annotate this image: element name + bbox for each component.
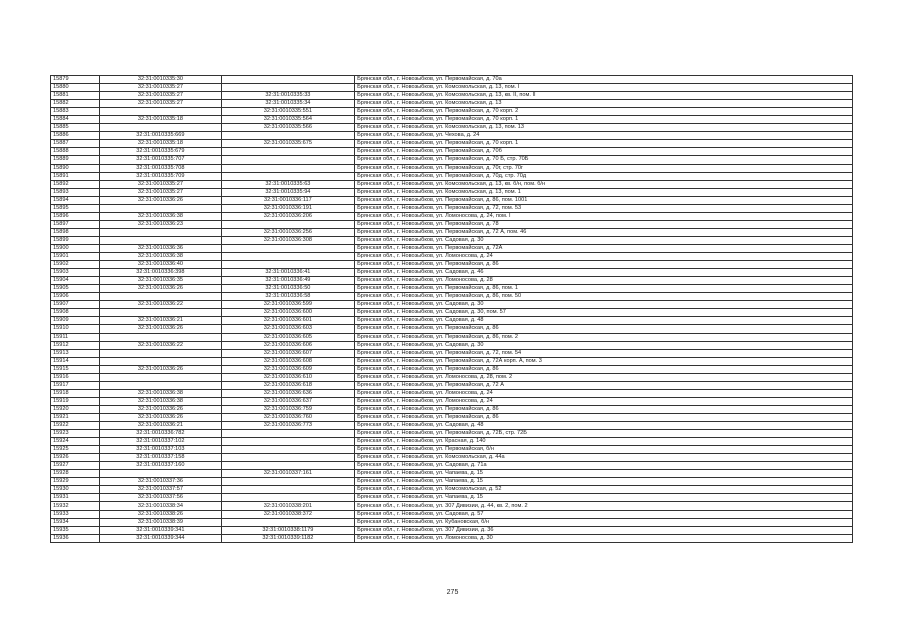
land-cadastral-cell: 32:31:0010336:38: [100, 389, 221, 397]
table-row: [51, 253, 853, 261]
building-cadastral-cell: [221, 244, 354, 252]
table-row: [51, 164, 853, 172]
land-cadastral-cell: [100, 349, 221, 357]
land-cadastral-cell: 32:31:0010335:27: [100, 100, 221, 108]
land-cadastral-cell: 32:31:0010335:30: [100, 76, 221, 84]
table-row: [51, 478, 853, 486]
table-row: [51, 92, 853, 100]
row-number-cell: 15891: [51, 172, 100, 180]
building-cadastral-cell: 32:31:0010336:41: [221, 269, 354, 277]
building-cadastral-cell: 32:31:0010336:760: [221, 413, 354, 421]
address-cell: Брянская обл., г. Новозыбков, ул. Первомайская, д. 72, пом. 54: [355, 349, 853, 357]
building-cadastral-cell: 32:31:0010335:33: [221, 92, 354, 100]
building-cadastral-cell: [221, 446, 354, 454]
table-row: [51, 494, 853, 502]
land-cadastral-cell: 32:31:0010335:18: [100, 116, 221, 124]
table-row: [51, 325, 853, 333]
row-number-cell: 15879: [51, 76, 100, 84]
row-number-cell: 15898: [51, 228, 100, 236]
table-row: [51, 502, 853, 510]
address-cell: Брянская обл., г. Новозыбков, ул. Комсомольская, д. 13, пом. 13: [355, 124, 853, 132]
building-cadastral-cell: 32:31:0010336:191: [221, 204, 354, 212]
address-cell: Брянская обл., г. Новозыбков, ул. Первомайская, д. 70 корп. 2: [355, 108, 853, 116]
land-cadastral-cell: 32:31:0010335:27: [100, 92, 221, 100]
building-cadastral-cell: 32:31:0010338:1179: [221, 526, 354, 534]
building-cadastral-cell: 32:31:0010336:49: [221, 277, 354, 285]
building-cadastral-cell: [221, 438, 354, 446]
land-cadastral-cell: 32:31:0010336:398: [100, 269, 221, 277]
row-number-cell: 15911: [51, 333, 100, 341]
table-row: [51, 293, 853, 301]
row-number-cell: 15885: [51, 124, 100, 132]
land-cadastral-cell: 32:31:0010335:709: [100, 172, 221, 180]
table-row: [51, 365, 853, 373]
land-cadastral-cell: 32:31:0010336:38: [100, 397, 221, 405]
address-cell: Брянская обл., г. Новозыбков, ул. Первомайская, д. 70 корп. 1: [355, 140, 853, 148]
row-number-cell: 15929: [51, 478, 100, 486]
row-number-cell: 15909: [51, 317, 100, 325]
building-cadastral-cell: 32:31:0010336:256: [221, 228, 354, 236]
row-number-cell: 15931: [51, 494, 100, 502]
address-cell: Брянская обл., г. Новозыбков, ул. Первомайская, д. 86, пом. 50: [355, 293, 853, 301]
building-cadastral-cell: [221, 261, 354, 269]
address-cell: Брянская обл., г. Новозыбков, ул. Первомайская, д. 86: [355, 261, 853, 269]
building-cadastral-cell: [221, 220, 354, 228]
building-cadastral-cell: 32:31:0010336:637: [221, 397, 354, 405]
table-row: [51, 76, 853, 84]
land-cadastral-cell: 32:31:0010336:38: [100, 253, 221, 261]
row-number-cell: 15903: [51, 269, 100, 277]
land-cadastral-cell: 32:31:0010335:679: [100, 148, 221, 156]
address-cell: Брянская обл., г. Новозыбков, ул. Красная, д. 140: [355, 438, 853, 446]
table-row: [51, 389, 853, 397]
land-cadastral-cell: [100, 236, 221, 244]
address-cell: Брянская обл., г. Новозыбков, ул. Садовая, д. 48: [355, 422, 853, 430]
address-cell: Брянская обл., г. Новозыбков, ул. Первомайская, д. 86, пом. 1: [355, 285, 853, 293]
building-cadastral-cell: 32:31:0010336:773: [221, 422, 354, 430]
row-number-cell: 15910: [51, 325, 100, 333]
address-cell: Брянская обл., г. Новозыбков, ул. Ломоносова, д. 24, пом. I: [355, 212, 853, 220]
building-cadastral-cell: 32:31:0010336:601: [221, 317, 354, 325]
table-row: [51, 277, 853, 285]
row-number-cell: 15919: [51, 397, 100, 405]
address-cell: Брянская обл., г. Новозыбков, ул. Кубановская, б/н: [355, 518, 853, 526]
address-cell: Брянская обл., г. Новозыбков, ул. Чехова, д. 24: [355, 132, 853, 140]
table-row: [51, 156, 853, 164]
land-cadastral-cell: 32:31:0010338:39: [100, 518, 221, 526]
row-number-cell: 15922: [51, 422, 100, 430]
table-row: [51, 349, 853, 357]
table-row: [51, 140, 853, 148]
address-cell: Брянская обл., г. Новозыбков, ул. Первомайская, д. 72Б, стр. 72Б: [355, 430, 853, 438]
row-number-cell: 15906: [51, 293, 100, 301]
building-cadastral-cell: [221, 148, 354, 156]
table-row: [51, 413, 853, 421]
land-cadastral-cell: 32:31:0010335:27: [100, 180, 221, 188]
table-row: [51, 116, 853, 124]
land-cadastral-cell: [100, 357, 221, 365]
table-row: [51, 84, 853, 92]
land-cadastral-cell: 32:31:0010336:26: [100, 285, 221, 293]
land-cadastral-cell: 32:31:0010336:21: [100, 422, 221, 430]
row-number-cell: 15881: [51, 92, 100, 100]
land-cadastral-cell: 32:31:0010337:36: [100, 478, 221, 486]
land-cadastral-cell: 32:31:0010335:27: [100, 188, 221, 196]
row-number-cell: 15886: [51, 132, 100, 140]
row-number-cell: 15935: [51, 526, 100, 534]
row-number-cell: 15936: [51, 534, 100, 542]
building-cadastral-cell: [221, 462, 354, 470]
land-cadastral-cell: 32:31:0010338:34: [100, 502, 221, 510]
building-cadastral-cell: [221, 156, 354, 164]
building-cadastral-cell: 32:31:0010335:564: [221, 116, 354, 124]
building-cadastral-cell: [221, 478, 354, 486]
table-row: [51, 285, 853, 293]
table-row: [51, 261, 853, 269]
row-number-cell: 15921: [51, 413, 100, 421]
building-cadastral-cell: [221, 172, 354, 180]
address-cell: Брянская обл., г. Новозыбков, ул. Чапаева, д. 15: [355, 494, 853, 502]
land-cadastral-cell: 32:31:0010337:158: [100, 454, 221, 462]
row-number-cell: 15914: [51, 357, 100, 365]
table-row: [51, 244, 853, 252]
address-cell: Брянская обл., г. Новозыбков, ул. 307 Дивизии, д. 36: [355, 526, 853, 534]
row-number-cell: 15932: [51, 502, 100, 510]
address-cell: Брянская обл., г. Новозыбков, ул. Первомайская, д. 86: [355, 405, 853, 413]
address-cell: Брянская обл., г. Новозыбков, ул. Ломоносова, д. 24: [355, 397, 853, 405]
table-row: [51, 470, 853, 478]
address-cell: Брянская обл., г. Новозыбков, ул. 307 Дивизии, д. 44, кв. 2, пом. 2: [355, 502, 853, 510]
table-row: [51, 462, 853, 470]
row-number-cell: 15889: [51, 156, 100, 164]
table-body: [51, 76, 853, 543]
row-number-cell: 15904: [51, 277, 100, 285]
row-number-cell: 15888: [51, 148, 100, 156]
table-row: [51, 236, 853, 244]
table-row: [51, 148, 853, 156]
address-cell: Брянская обл., г. Новозыбков, ул. Ломоносова, д. 28: [355, 277, 853, 285]
building-cadastral-cell: [221, 132, 354, 140]
row-number-cell: 15920: [51, 405, 100, 413]
table-row: [51, 204, 853, 212]
land-cadastral-cell: 32:31:0010336:23: [100, 220, 221, 228]
building-cadastral-cell: 32:31:0010335:94: [221, 188, 354, 196]
row-number-cell: 15928: [51, 470, 100, 478]
row-number-cell: 15893: [51, 188, 100, 196]
row-number-cell: 15895: [51, 204, 100, 212]
registry-table: [50, 75, 853, 543]
address-cell: Брянская обл., г. Новозыбков, ул. Ломоносова, д. 24: [355, 389, 853, 397]
building-cadastral-cell: 32:31:0010335:63: [221, 180, 354, 188]
row-number-cell: 15897: [51, 220, 100, 228]
land-cadastral-cell: 32:31:0010336:35: [100, 277, 221, 285]
building-cadastral-cell: 32:31:0010335:675: [221, 140, 354, 148]
building-cadastral-cell: [221, 454, 354, 462]
land-cadastral-cell: 32:31:0010335:18: [100, 140, 221, 148]
table-row: [51, 405, 853, 413]
table-row: [51, 341, 853, 349]
table-row: [51, 446, 853, 454]
row-number-cell: 15927: [51, 462, 100, 470]
land-cadastral-cell: [100, 373, 221, 381]
address-cell: Брянская обл., г. Новозыбков, ул. Садовая, д. 48: [355, 317, 853, 325]
building-cadastral-cell: 32:31:0010335:566: [221, 124, 354, 132]
row-number-cell: 15930: [51, 486, 100, 494]
land-cadastral-cell: 32:31:0010337:56: [100, 494, 221, 502]
address-cell: Брянская обл., г. Новозыбков, ул. Садовая, д. 46: [355, 269, 853, 277]
address-cell: Брянская обл., г. Новозыбков, ул. Садовая, д. 71а: [355, 462, 853, 470]
land-cadastral-cell: 32:31:0010338:26: [100, 510, 221, 518]
table-row: [51, 381, 853, 389]
land-cadastral-cell: [100, 204, 221, 212]
row-number-cell: 15933: [51, 510, 100, 518]
land-cadastral-cell: 32:31:0010339:341: [100, 526, 221, 534]
row-number-cell: 15907: [51, 301, 100, 309]
land-cadastral-cell: 32:31:0010336:21: [100, 317, 221, 325]
land-cadastral-cell: 32:31:0010337:103: [100, 446, 221, 454]
building-cadastral-cell: 32:31:0010336:117: [221, 196, 354, 204]
address-cell: Брянская обл., г. Новозыбков, ул. Садовая, д. 30: [355, 236, 853, 244]
building-cadastral-cell: [221, 76, 354, 84]
building-cadastral-cell: 32:31:0010336:610: [221, 373, 354, 381]
row-number-cell: 15900: [51, 244, 100, 252]
row-number-cell: 15917: [51, 381, 100, 389]
address-cell: Брянская обл., г. Новозыбков, ул. Садовая, д. 57: [355, 510, 853, 518]
building-cadastral-cell: 32:31:0010336:50: [221, 285, 354, 293]
land-cadastral-cell: 32:31:0010336:26: [100, 325, 221, 333]
table-row: [51, 228, 853, 236]
table-row: [51, 196, 853, 204]
building-cadastral-cell: 32:31:0010336:600: [221, 309, 354, 317]
building-cadastral-cell: 32:31:0010336:603: [221, 325, 354, 333]
row-number-cell: 15925: [51, 446, 100, 454]
building-cadastral-cell: 32:31:0010336:759: [221, 405, 354, 413]
table-row: [51, 269, 853, 277]
land-cadastral-cell: [100, 293, 221, 301]
row-number-cell: 15902: [51, 261, 100, 269]
address-cell: Брянская обл., г. Новозыбков, ул. Первомайская, д. 86, пом. 1001: [355, 196, 853, 204]
address-cell: Брянская обл., г. Новозыбков, ул. Первомайская, д. 86: [355, 413, 853, 421]
row-number-cell: 15887: [51, 140, 100, 148]
building-cadastral-cell: 32:31:0010336:608: [221, 357, 354, 365]
land-cadastral-cell: 32:31:0010337:57: [100, 486, 221, 494]
table-row: [51, 309, 853, 317]
table-row: [51, 430, 853, 438]
address-cell: Брянская обл., г. Новозыбков, ул. Садовая, д. 30: [355, 341, 853, 349]
address-cell: Брянская обл., г. Новозыбков, ул. Ломоносова, д. 30: [355, 534, 853, 542]
address-cell: Брянская обл., г. Новозыбков, ул. Комсомольская, д. 13, кв. II, пом. II: [355, 92, 853, 100]
row-number-cell: 15923: [51, 430, 100, 438]
address-cell: Брянская обл., г. Новозыбков, ул. Комсомольская, д. 44а: [355, 454, 853, 462]
building-cadastral-cell: 32:31:0010335:551: [221, 108, 354, 116]
row-number-cell: 15912: [51, 341, 100, 349]
table-row: [51, 212, 853, 220]
table-row: [51, 317, 853, 325]
table-row: [51, 438, 853, 446]
row-number-cell: 15882: [51, 100, 100, 108]
table-row: [51, 518, 853, 526]
land-cadastral-cell: [100, 228, 221, 236]
table-row: [51, 301, 853, 309]
building-cadastral-cell: [221, 486, 354, 494]
address-cell: Брянская обл., г. Новозыбков, ул. Первомайская, д. 72 А: [355, 381, 853, 389]
table-row: [51, 357, 853, 365]
row-number-cell: 15905: [51, 285, 100, 293]
row-number-cell: 15926: [51, 454, 100, 462]
address-cell: Брянская обл., г. Новозыбков, ул. Первомайская, д. 86: [355, 365, 853, 373]
row-number-cell: 15896: [51, 212, 100, 220]
table-row: [51, 510, 853, 518]
address-cell: Брянская обл., г. Новозыбков, ул. Комсомольская, д. 13, кв. б/н, пом. б/н: [355, 180, 853, 188]
land-cadastral-cell: 32:31:0010339:344: [100, 534, 221, 542]
land-cadastral-cell: 32:31:0010335:27: [100, 84, 221, 92]
land-cadastral-cell: 32:31:0010335:708: [100, 164, 221, 172]
row-number-cell: 15918: [51, 389, 100, 397]
row-number-cell: 15883: [51, 108, 100, 116]
building-cadastral-cell: 32:31:0010336:58: [221, 293, 354, 301]
land-cadastral-cell: [100, 309, 221, 317]
address-cell: Брянская обл., г. Новозыбков, ул. Комсомольская, д. 13, пом. I: [355, 84, 853, 92]
address-cell: Брянская обл., г. Новозыбков, ул. Первомайская, д. 72А: [355, 244, 853, 252]
address-cell: Брянская обл., г. Новозыбков, ул. Первомайская, д. 70д, стр. 70д: [355, 172, 853, 180]
address-cell: Брянская обл., г. Новозыбков, ул. Комсомольская, д. 52: [355, 486, 853, 494]
building-cadastral-cell: 32:31:0010335:34: [221, 100, 354, 108]
building-cadastral-cell: [221, 518, 354, 526]
building-cadastral-cell: 32:31:0010336:618: [221, 381, 354, 389]
building-cadastral-cell: 32:31:0010336:308: [221, 236, 354, 244]
row-number-cell: 15913: [51, 349, 100, 357]
building-cadastral-cell: 32:31:0010339:1182: [221, 534, 354, 542]
row-number-cell: 15924: [51, 438, 100, 446]
table-row: [51, 454, 853, 462]
address-cell: Брянская обл., г. Новозыбков, ул. Чапаева, д. 15: [355, 470, 853, 478]
table-row: [51, 124, 853, 132]
table-row: [51, 397, 853, 405]
address-cell: Брянская обл., г. Новозыбков, ул. Чапаева, д. 15: [355, 478, 853, 486]
row-number-cell: 15916: [51, 373, 100, 381]
row-number-cell: 15908: [51, 309, 100, 317]
building-cadastral-cell: 32:31:0010338:201: [221, 502, 354, 510]
land-cadastral-cell: 32:31:0010336:26: [100, 365, 221, 373]
building-cadastral-cell: 32:31:0010338:372: [221, 510, 354, 518]
land-cadastral-cell: [100, 124, 221, 132]
address-cell: Брянская обл., г. Новозыбков, ул. Комсомольская, д. 13, пом. 1: [355, 188, 853, 196]
building-cadastral-cell: [221, 253, 354, 261]
row-number-cell: 15890: [51, 164, 100, 172]
row-number-cell: 15894: [51, 196, 100, 204]
table-row: [51, 422, 853, 430]
address-cell: Брянская обл., г. Новозыбков, ул. Садовая, д. 30, пом. 57: [355, 309, 853, 317]
land-cadastral-cell: 32:31:0010336:26: [100, 413, 221, 421]
table-row: [51, 486, 853, 494]
address-cell: Брянская обл., г. Новозыбков, ул. Ломоносова, д. 24: [355, 253, 853, 261]
row-number-cell: 15884: [51, 116, 100, 124]
row-number-cell: 15892: [51, 180, 100, 188]
building-cadastral-cell: [221, 494, 354, 502]
land-cadastral-cell: 32:31:0010335:669: [100, 132, 221, 140]
registry-sheet: [50, 75, 853, 543]
address-cell: Брянская обл., г. Новозыбков, ул. Первомайская, д. 70б: [355, 148, 853, 156]
land-cadastral-cell: 32:31:0010335:707: [100, 156, 221, 164]
table-row: [51, 373, 853, 381]
address-cell: Брянская обл., г. Новозыбков, ул. Первомайская, д. 70 корп. 1: [355, 116, 853, 124]
table-row: [51, 188, 853, 196]
land-cadastral-cell: 32:31:0010336:38: [100, 212, 221, 220]
address-cell: Брянская обл., г. Новозыбков, ул. Первомайская, д. 86, пом. 2: [355, 333, 853, 341]
table-row: [51, 108, 853, 116]
address-cell: Брянская обл., г. Новозыбков, ул. Первомайская, д. 78: [355, 220, 853, 228]
land-cadastral-cell: 32:31:0010337:160: [100, 462, 221, 470]
land-cadastral-cell: [100, 333, 221, 341]
row-number-cell: 15899: [51, 236, 100, 244]
land-cadastral-cell: [100, 381, 221, 389]
table-row: [51, 132, 853, 140]
land-cadastral-cell: 32:31:0010337:102: [100, 438, 221, 446]
land-cadastral-cell: 32:31:0010336:26: [100, 405, 221, 413]
address-cell: Брянская обл., г. Новозыбков, ул. Первомайская, д. 86: [355, 325, 853, 333]
address-cell: Брянская обл., г. Новозыбков, ул. Садовая, д. 30: [355, 301, 853, 309]
page-number: 275: [446, 589, 459, 596]
address-cell: Брянская обл., г. Новозыбков, ул. Первомайская, д. 72, пом. 53: [355, 204, 853, 212]
address-cell: Брянская обл., г. Новозыбков, ул. Первомайская, д. 70 Б, стр. 70Б: [355, 156, 853, 164]
row-number-cell: 15901: [51, 253, 100, 261]
address-cell: Брянская обл., г. Новозыбков, ул. Первомайская, д. 70г, стр. 70г: [355, 164, 853, 172]
building-cadastral-cell: [221, 430, 354, 438]
row-number-cell: 15915: [51, 365, 100, 373]
land-cadastral-cell: 32:31:0010336:782: [100, 430, 221, 438]
row-number-cell: 15934: [51, 518, 100, 526]
building-cadastral-cell: 32:31:0010336:606: [221, 341, 354, 349]
address-cell: Брянская обл., г. Новозыбков, ул. Первомайская, д. 72А корп. А, пом. 3: [355, 357, 853, 365]
address-cell: Брянская обл., г. Новозыбков, ул. Ломоносова, д. 28, пом. 2: [355, 373, 853, 381]
address-cell: Брянская обл., г. Новозыбков, ул. Первомайская, б/н: [355, 446, 853, 454]
land-cadastral-cell: 32:31:0010336:36: [100, 244, 221, 252]
table-row: [51, 180, 853, 188]
row-number-cell: 15880: [51, 84, 100, 92]
building-cadastral-cell: [221, 84, 354, 92]
building-cadastral-cell: 32:31:0010336:599: [221, 301, 354, 309]
land-cadastral-cell: [100, 108, 221, 116]
land-cadastral-cell: 32:31:0010336:22: [100, 301, 221, 309]
table-row: [51, 534, 853, 542]
land-cadastral-cell: 32:31:0010336:22: [100, 341, 221, 349]
building-cadastral-cell: 32:31:0010336:206: [221, 212, 354, 220]
land-cadastral-cell: [100, 470, 221, 478]
building-cadastral-cell: 32:31:0010336:609: [221, 365, 354, 373]
table-row: [51, 526, 853, 534]
building-cadastral-cell: [221, 164, 354, 172]
address-cell: Брянская обл., г. Новозыбков, ул. Первомайская, д. 72 А, пом. 46: [355, 228, 853, 236]
land-cadastral-cell: 32:31:0010336:26: [100, 196, 221, 204]
table-row: [51, 100, 853, 108]
building-cadastral-cell: 32:31:0010337:161: [221, 470, 354, 478]
table-row: [51, 220, 853, 228]
address-cell: Брянская обл., г. Новозыбков, ул. Первомайская, д. 70а: [355, 76, 853, 84]
building-cadastral-cell: 32:31:0010336:607: [221, 349, 354, 357]
table-row: [51, 333, 853, 341]
table-row: [51, 172, 853, 180]
building-cadastral-cell: 32:31:0010336:636: [221, 389, 354, 397]
building-cadastral-cell: 32:31:0010336:605: [221, 333, 354, 341]
land-cadastral-cell: 32:31:0010336:40: [100, 261, 221, 269]
address-cell: Брянская обл., г. Новозыбков, ул. Комсомольская, д. 13: [355, 100, 853, 108]
